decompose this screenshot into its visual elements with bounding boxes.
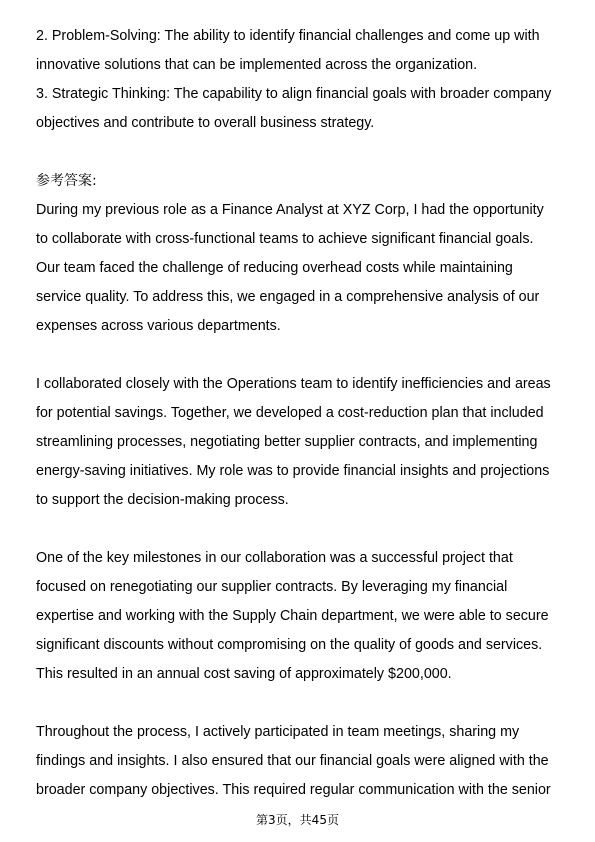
text-line: 3. Strategic Thinking: The capability to align financial goals with broader company (36, 86, 552, 102)
text-line: expertise and working with the Supply Chain department, we were able to secure (36, 608, 549, 624)
paragraph-spacer (36, 341, 568, 370)
paragraph-3 (36, 544, 568, 689)
list-item-problem-solving (36, 22, 568, 80)
text-line: service quality. To address this, we engaged in a comprehensive analysis of our (36, 289, 540, 305)
paragraph-spacer (36, 689, 568, 718)
answer-heading: 参考答案: (36, 173, 97, 189)
text-line: broader company objectives. This required regular communication with the senior (36, 782, 551, 798)
text-line: One of the key milestones in our collaboration was a successful project that (36, 550, 513, 566)
text-line: to support the decision-making process. (36, 492, 289, 508)
text-line: to collaborate with cross-functional teams to achieve significant financial goals. (36, 231, 534, 247)
text-line: findings and insights. I also ensured that our financial goals were aligned with the (36, 753, 549, 769)
text-line: energy-saving initiatives. My role was to provide financial insights and projections (36, 463, 550, 479)
text-line: objectives and contribute to overall business strategy. (36, 115, 375, 131)
page-number-footer: 第3页，共45页 (256, 813, 339, 827)
page-content (36, 22, 568, 805)
text-line: This resulted in an annual cost saving of approximately $200,000. (36, 666, 452, 682)
paragraph-spacer (36, 515, 568, 544)
text-line: streamlining processes, negotiating better supplier contracts, and implementing (36, 434, 538, 450)
text-line: I collaborated closely with the Operations team to identify inefficiencies and areas (36, 376, 551, 392)
text-line: expenses across various departments. (36, 318, 281, 334)
text-line: 2. Problem-Solving: The ability to identify financial challenges and come up with (36, 28, 540, 44)
text-line: focused on renegotiating our supplier contracts. By leveraging my financial (36, 579, 508, 595)
text-line: for potential savings. Together, we developed a cost-reduction plan that included (36, 405, 544, 421)
paragraph-1 (36, 196, 568, 341)
list-item-strategic-thinking (36, 80, 568, 138)
text-line: Throughout the process, I actively participated in team meetings, sharing my (36, 724, 520, 740)
text-line: innovative solutions that can be implemented across the organization. (36, 57, 478, 73)
text-line: Our team faced the challenge of reducing overhead costs while maintaining (36, 260, 513, 276)
paragraph-4 (36, 718, 568, 805)
text-line: During my previous role as a Finance Analyst at XYZ Corp, I had the opportunity (36, 202, 544, 218)
paragraph-2 (36, 370, 568, 515)
paragraph-spacer (36, 138, 568, 167)
text-line: significant discounts without compromising on the quality of goods and services. (36, 637, 543, 653)
